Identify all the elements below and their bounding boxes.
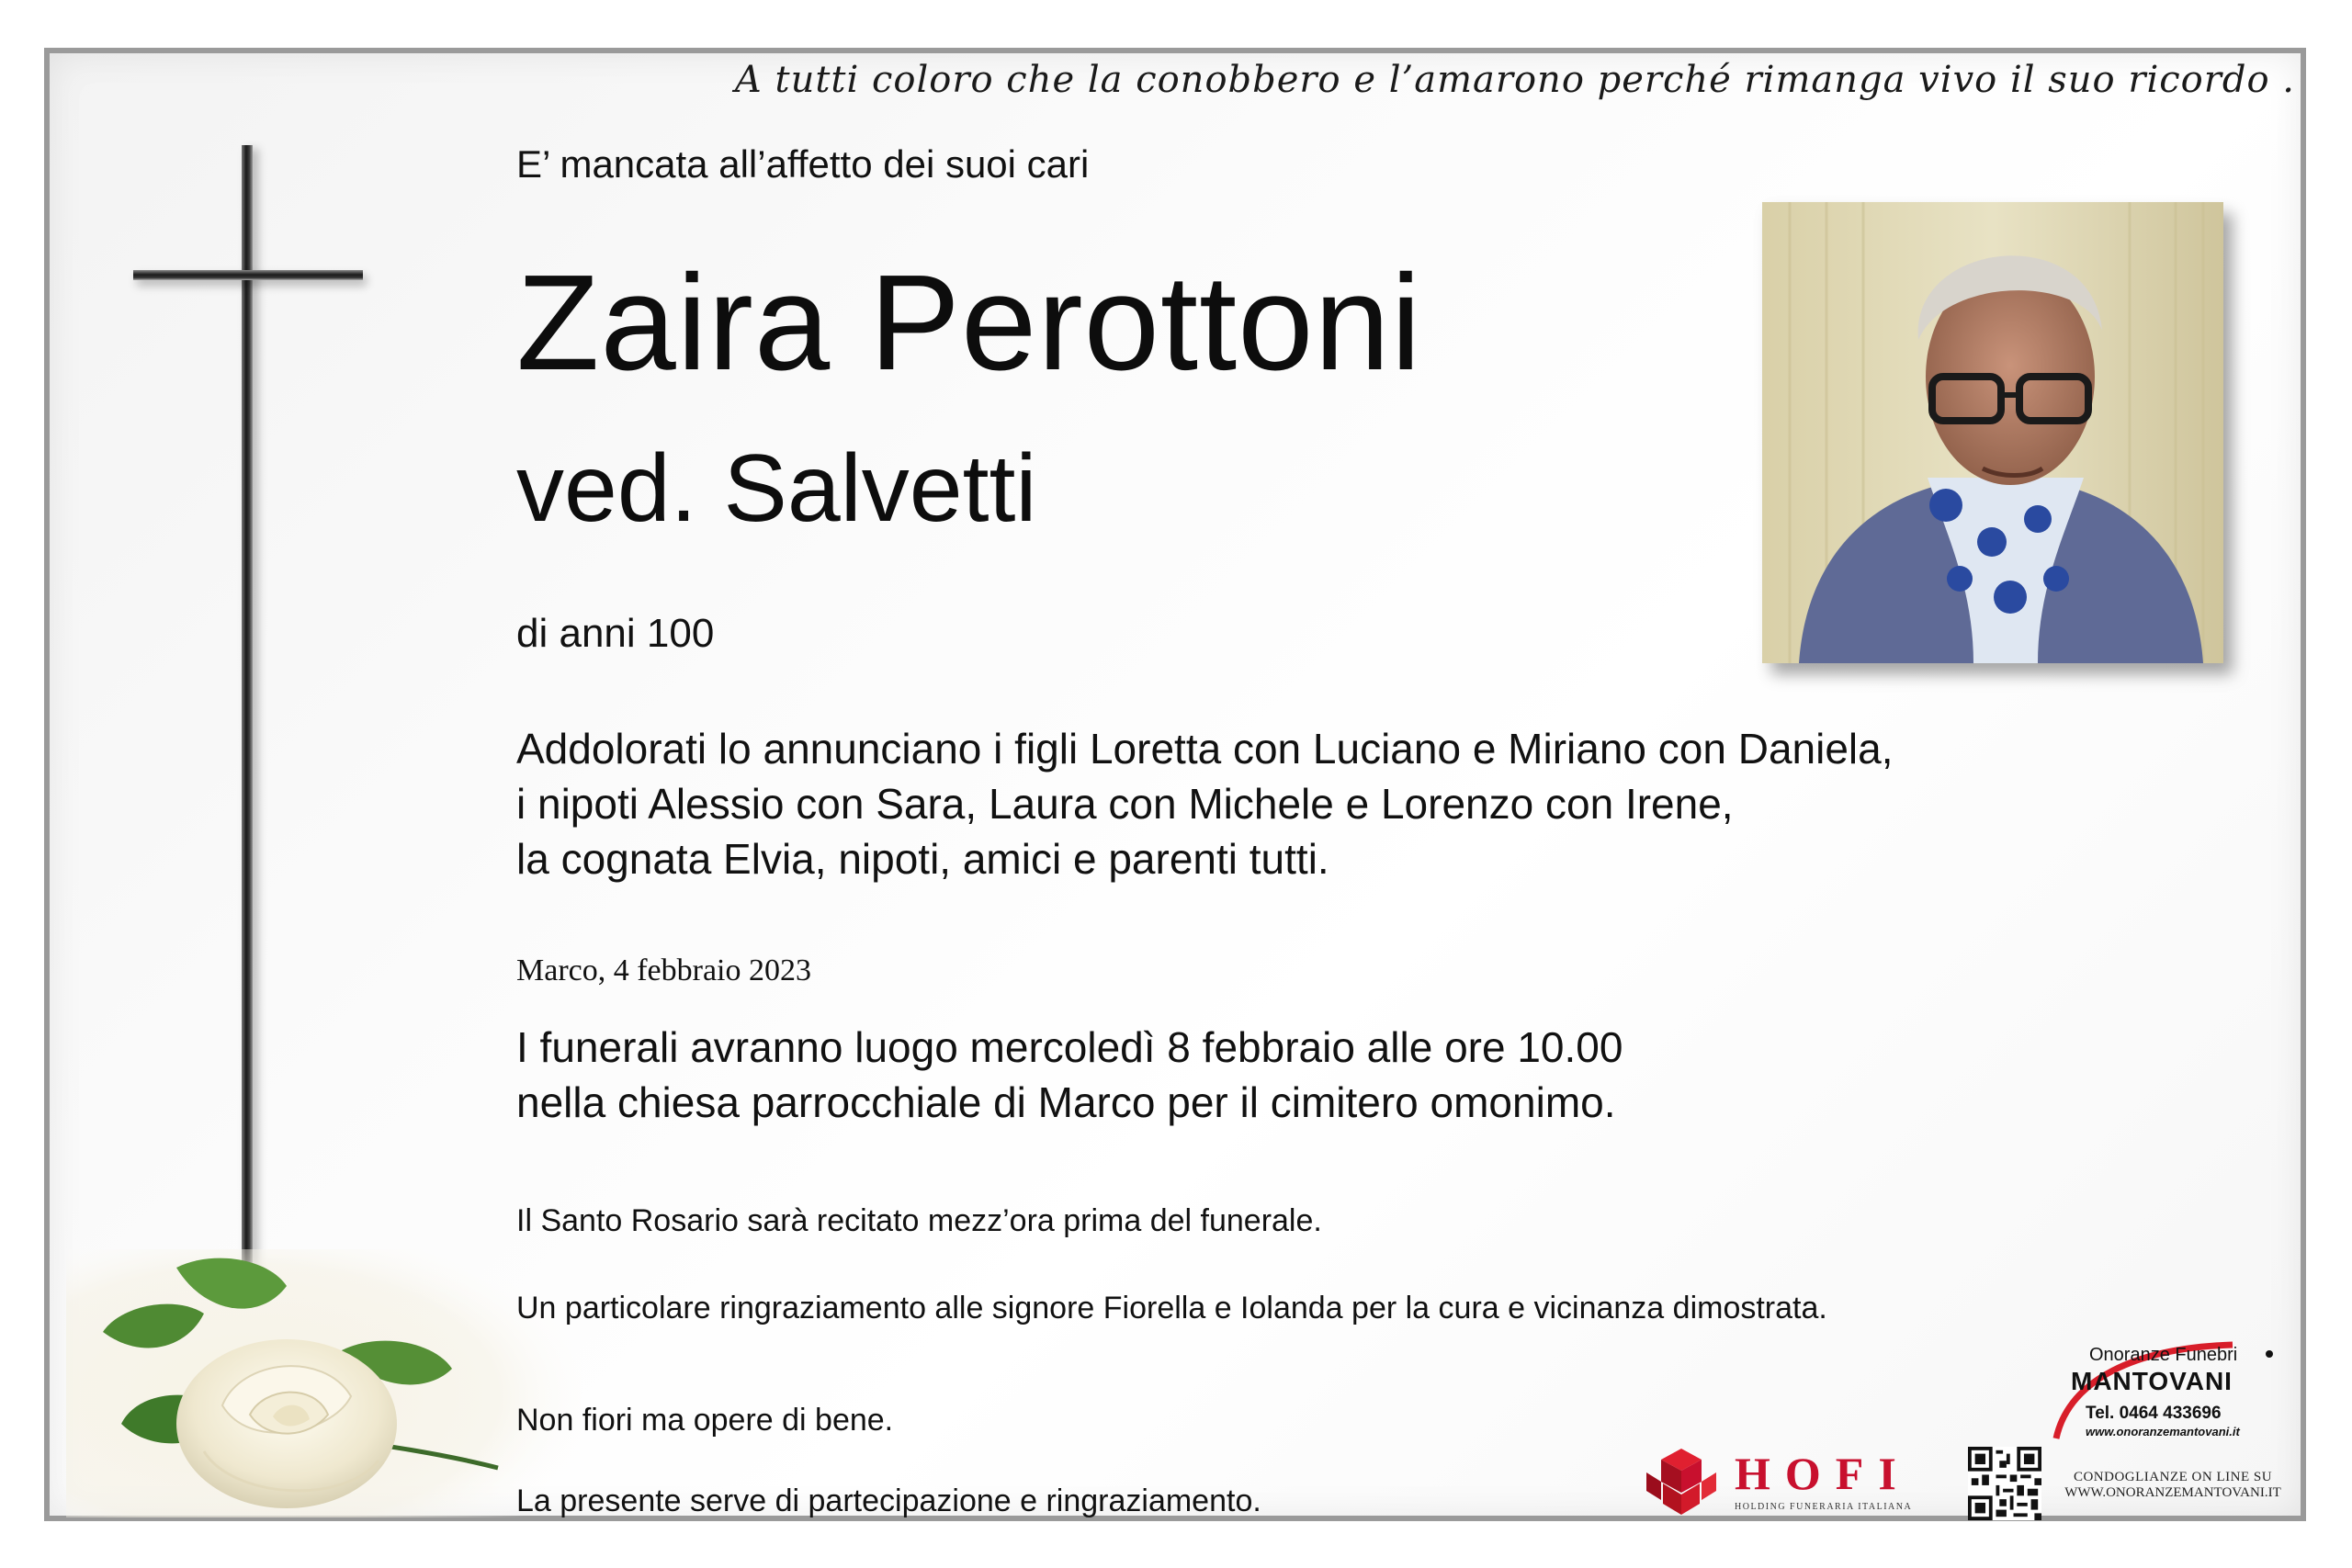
cross-vertical-bar xyxy=(242,145,253,1275)
intro-text: E’ mancata all’affetto dei suoi cari xyxy=(516,142,1090,186)
qr-code-icon[interactable] xyxy=(1968,1447,2041,1520)
place-date: Marco, 4 febbraio 2023 xyxy=(516,953,812,987)
closing-note: La presente serve di partecipazione e ringraziamento. xyxy=(516,1483,1261,1518)
white-rose-icon xyxy=(66,1249,581,1517)
mantovani-name: MANTOVANI xyxy=(2071,1367,2233,1395)
hofi-logo xyxy=(1645,1447,1929,1517)
hofi-cube-icon xyxy=(1645,1447,1718,1517)
rosary-note: Il Santo Rosario sarà recitato mezz’ora prima del funerale. xyxy=(516,1203,1322,1238)
cross-icon xyxy=(129,145,368,1275)
mantovani-tagline: Onoranze Funebri xyxy=(2089,1345,2238,1365)
condolences-url[interactable]: WWW.ONORANZEMANTOVANI.IT xyxy=(2064,1485,2281,1500)
deceased-name: Zaira Perottoni xyxy=(516,247,1422,399)
mantovani-website[interactable]: www.onoranzemantovani.it xyxy=(2086,1425,2240,1438)
deceased-married-name: ved. Salvetti xyxy=(516,435,1037,542)
mantovani-phone: Tel. 0464 433696 xyxy=(2086,1404,2222,1423)
hofi-subtitle: HOLDING FUNERARIA ITALIANA xyxy=(1735,1502,1913,1512)
funeral-line: I funerali avranno luogo mercoledì 8 febbraio alle ore 10.00 xyxy=(516,1023,1623,1071)
family-line: i nipoti Alessio con Sara, Laura con Michele e Lorenzo con Irene, xyxy=(516,780,1734,828)
cross-horizontal-bar xyxy=(133,270,363,280)
family-line: la cognata Elvia, nipoti, amici e parenti tutti. xyxy=(516,835,1329,883)
flowers-note: Non fiori ma opere di bene. xyxy=(516,1403,894,1438)
family-line: Addolorati lo annunciano i figli Loretta con Luciano e Miriano con Daniela, xyxy=(516,725,1894,773)
condolences-line: CONDOGLIANZE ON LINE SU xyxy=(2073,1470,2273,1484)
mantovani-logo xyxy=(2049,1332,2288,1442)
funeral-details xyxy=(516,1020,1623,1130)
epigraph: A tutti coloro che la conobbero e l’amarono perché rimanga vivo il suo ricordo . xyxy=(734,59,2295,101)
family-announcement xyxy=(516,721,1894,886)
funeral-line: nella chiesa parrocchiale di Marco per il cimitero omonimo. xyxy=(516,1078,1616,1126)
deceased-age: di anni 100 xyxy=(516,611,715,656)
portrait-photo xyxy=(1762,202,2223,663)
thanks-note: Un particolare ringraziamento alle signore Fiorella e Iolanda per la cura e vicinanza dimostrata. xyxy=(516,1291,1827,1325)
condolences-note xyxy=(2058,1470,2288,1501)
hofi-title: HOFI xyxy=(1735,1448,1911,1499)
